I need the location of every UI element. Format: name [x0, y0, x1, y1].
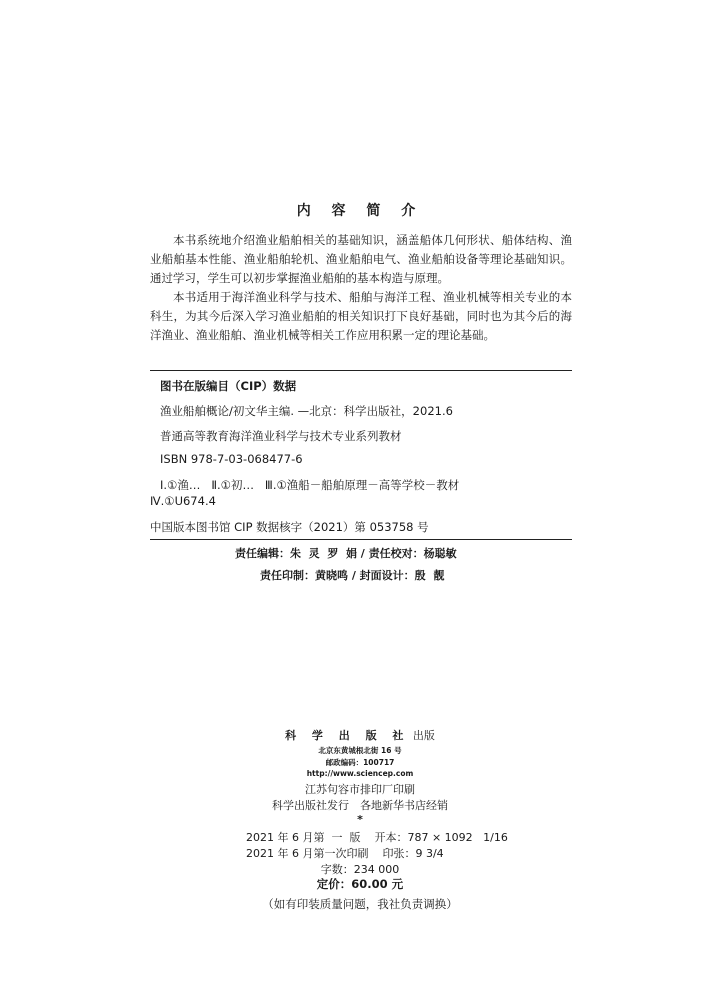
publisher-suffix: 出版 [412, 729, 435, 742]
summary-body [150, 231, 572, 345]
cip-classification-line-2: Ⅳ.①U674.4 [150, 494, 216, 508]
publisher-name: 科 学 出 版 社 [285, 729, 410, 742]
word-count: 字数：234 000 [320, 863, 400, 876]
printer: 江苏句容市排印厂印刷 [305, 783, 415, 796]
quality-notice: （如有印装质量问题，我社负责调换） [262, 897, 458, 911]
publisher-postal-code: 邮政编码：100717 [325, 758, 395, 767]
distribution: 科学出版社发行 各地新华书店经销 [272, 799, 448, 812]
summary-title: 内 容 简 介 [296, 203, 424, 219]
publisher-website: http://www.sciencep.com [306, 769, 414, 778]
price: 定价：60.00 元 [316, 877, 404, 891]
publisher-line [0, 727, 720, 743]
summary-paragraph-2: 本书适用于海洋渔业科学与技术、船舶与海洋工程、渔业机械等相关专业的本科生，为其今后深入学习渔业船舶的相关知识打下良好基础，同时也为其今后的海洋渔业、渔业船舶、渔业机械等相关工作应用积累一定的理论基础。 [150, 290, 572, 342]
cip-series-line: 普通高等教育海洋渔业科学与技术专业系列教材 [160, 429, 402, 443]
separator-asterisk: * [357, 813, 363, 826]
editors-line-2: 责任印制：黄晓鸣 / 封面设计：殷 靓 [260, 569, 445, 582]
printing-line: 2021 年 6 月第一次印刷 印张：9 3/4 [246, 847, 444, 860]
editors-line-1: 责任编辑：朱 灵 罗 娟 / 责任校对：杨聪敏 [235, 547, 457, 560]
cip-title-line: 渔业船舶概论/初文华主编. —北京：科学出版社，2021.6 [160, 404, 453, 418]
cip-heading: 图书在版编目（CIP）数据 [160, 379, 297, 393]
cip-isbn: ISBN 978-7-03-068477-6 [160, 452, 303, 466]
summary-paragraph-1: 本书系统地介绍渔业船舶相关的基础知识，涵盖船体几何形状、船体结构、渔业船舶基本性能、渔业船舶轮机、渔业船舶电气、渔业船舶设备等理论基础知识。通过学习，学生可以初步掌握渔业船舶的基本构造与原理。 [150, 233, 572, 285]
cip-classification-line-1: Ⅰ.①渔… Ⅱ.①初… Ⅲ.①渔船－船舶原理－高等学校－教材 [160, 478, 460, 492]
cip-catalog-number: 中国版本图书馆 CIP 数据核字（2021）第 053758 号 [150, 520, 429, 534]
edition-line: 2021 年 6 月第 一 版 开本：787 × 1092 1/16 [246, 831, 508, 844]
publisher-address: 北京东黄城根北街 16 号 [318, 746, 402, 755]
cip-bottom-divider [150, 539, 572, 540]
cip-top-divider [150, 370, 572, 371]
